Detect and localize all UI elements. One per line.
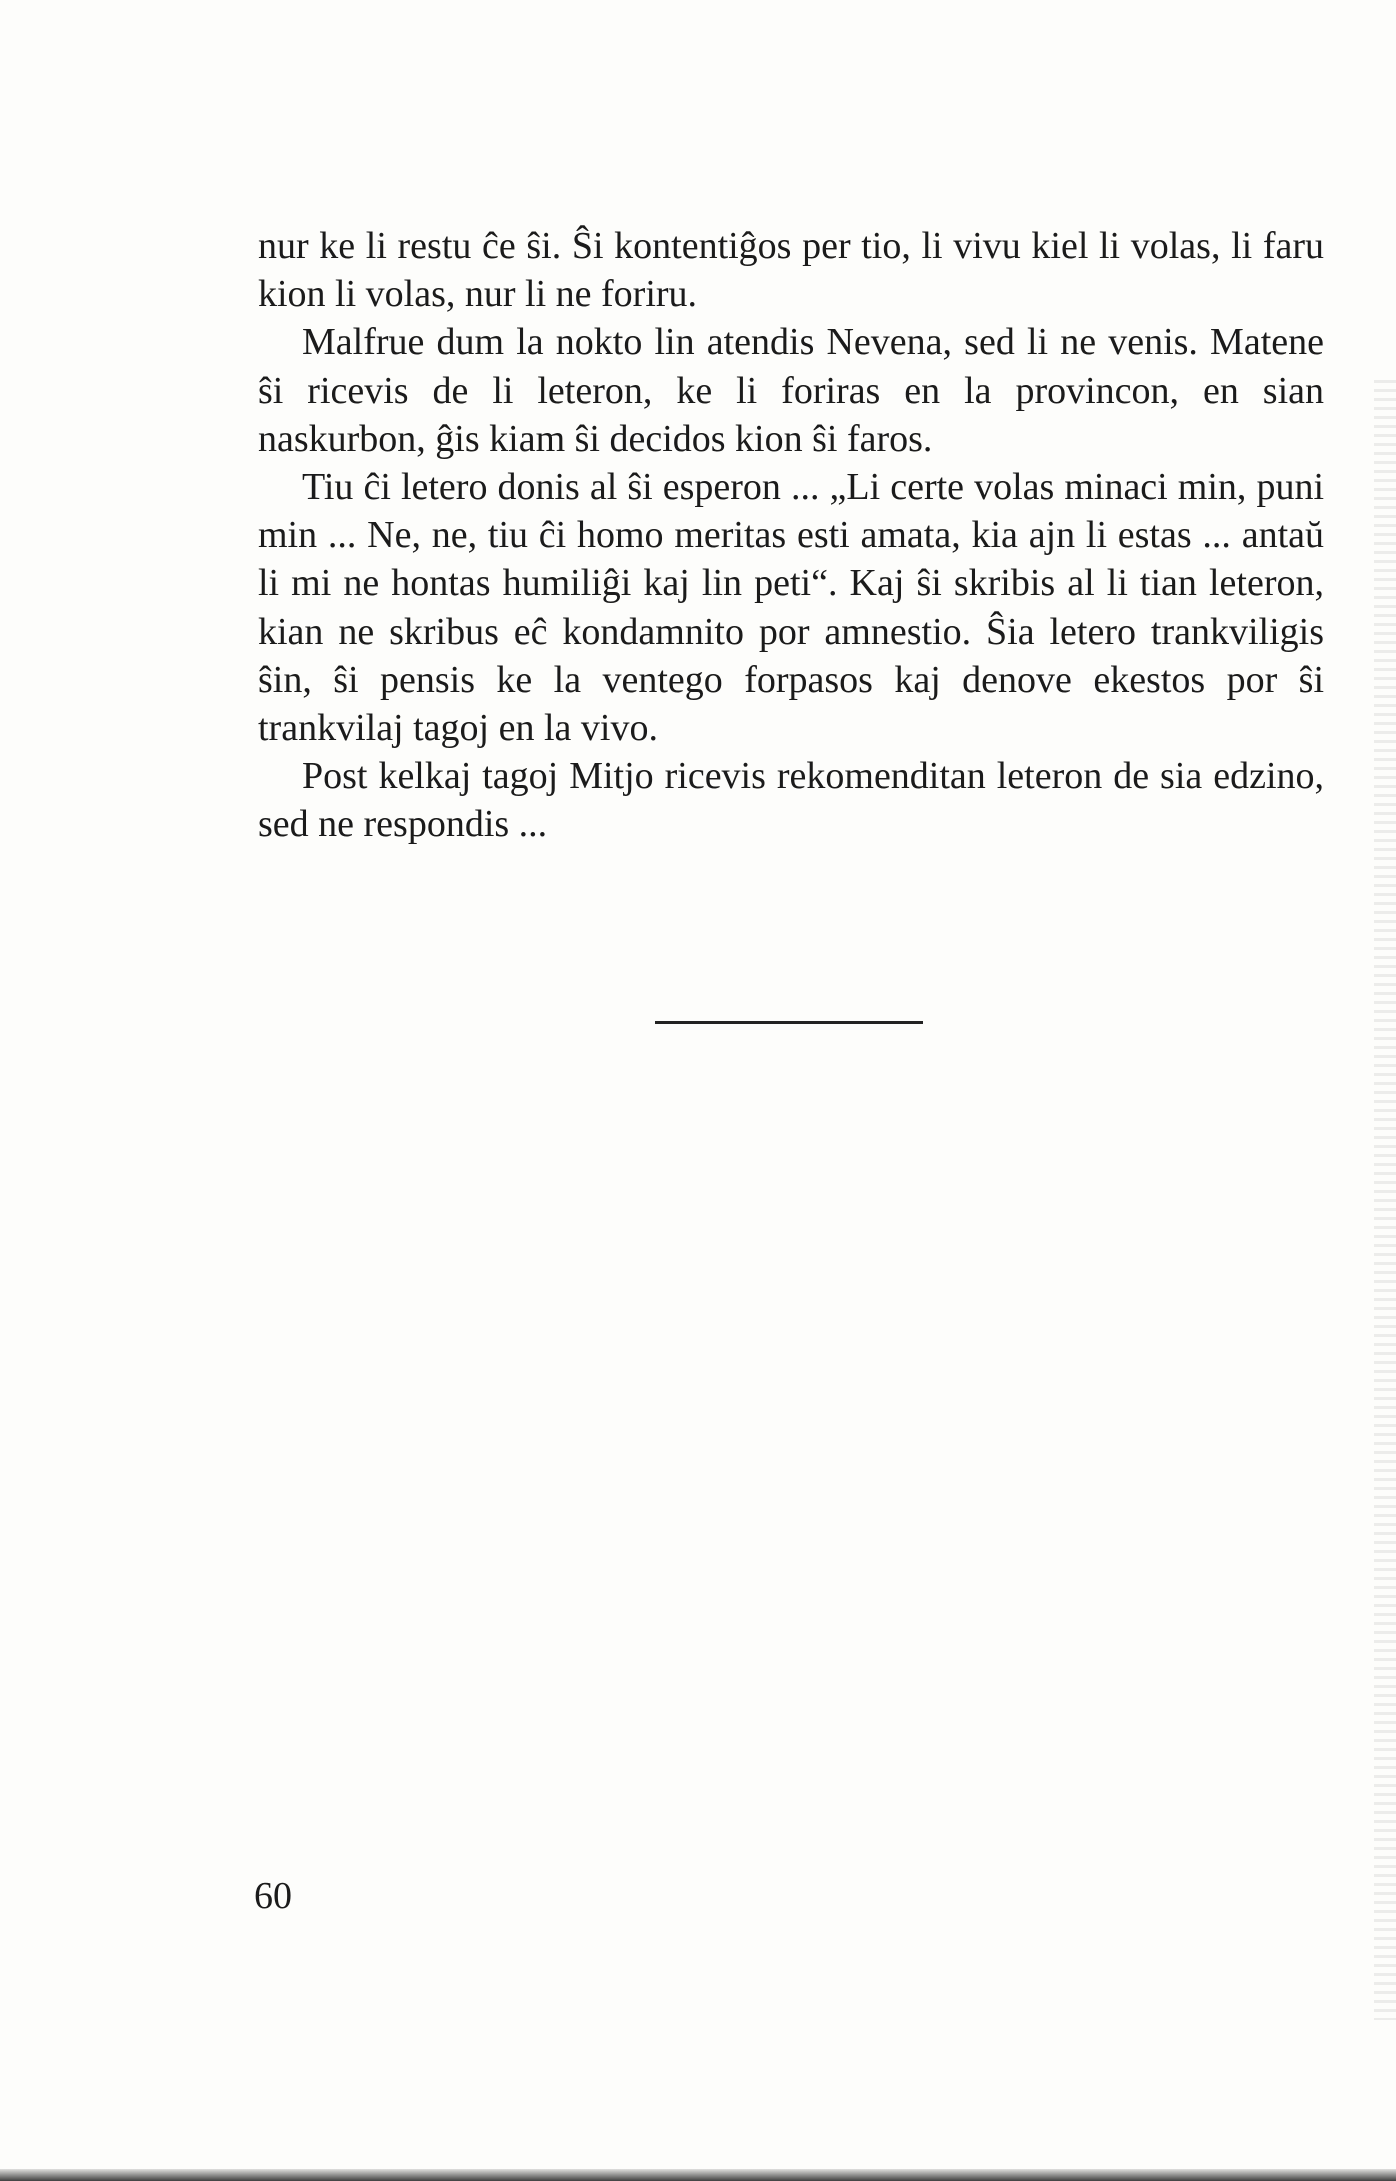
paragraph: Malfrue dum la nokto lin atendis Nevena, sed li ne venis. Matene ŝi ricevis de li leteron, ke li foriras en la provincon, en sian naskurbon, ĝis kiam ŝi decidos kion ŝi faros. <box>258 321 1324 460</box>
chapter-end-rule <box>655 1021 923 1024</box>
paragraph: Tiu ĉi letero donis al ŝi esperon ... „Li certe volas minaci min, puni min ... Ne, ne, tiu ĉi homo meritas esti amata, kia ajn li estas ... antaŭ li mi ne hontas humiliĝi kaj lin peti“. Kaj ŝi skribis al li tian leteron, kian ne skribus eĉ kondamnito por amnestio. Ŝia letero trankviligis ŝin, ŝi pensis ke la ventego forpasos kaj denove ekestos por ŝi trankvilaj tagoj en la vivo. <box>258 466 1324 750</box>
page-number: 60 <box>254 1875 292 1917</box>
paragraph: Post kelkaj tagoj Mitjo ricevis rekomenditan leteron de sia edzino, sed ne respondis ... <box>258 755 1324 846</box>
page-edge-shadow <box>1374 380 1396 2020</box>
paragraph-continuation: nur ke li restu ĉe ŝi. Ŝi kontentiĝos per tio, li vivu kiel li volas, li faru kion li volas, nur li ne foriru. <box>258 225 1324 316</box>
body-text <box>258 222 1324 849</box>
scan-bottom-edge <box>0 2169 1396 2181</box>
